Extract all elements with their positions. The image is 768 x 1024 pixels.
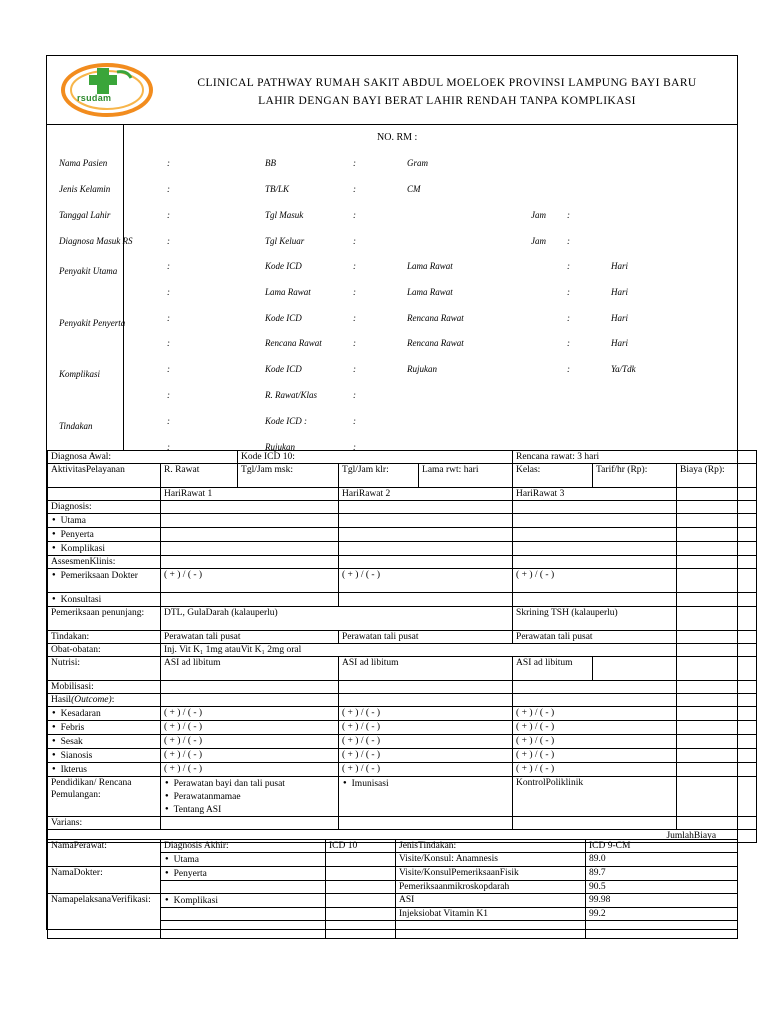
nama-dokter: NamaDokter: (48, 867, 161, 894)
diagnosis-label: Diagnosis: (48, 501, 161, 514)
pendidikan-hari-3: KontrolPoliklinik (513, 777, 677, 817)
field-colon: : (167, 184, 170, 194)
outcome-value: ( + ) / ( - ) (161, 763, 339, 777)
pathway-table (47, 450, 757, 843)
pd-value-3: ( + ) / ( - ) (513, 569, 677, 593)
hasil-outcome: Hasil(Outcome): (48, 694, 161, 707)
field-label: Rujukan (407, 364, 437, 374)
field-label: Kode ICD (265, 364, 302, 374)
icd9-code: 90.5 (586, 881, 738, 894)
icd9-code: 99.2 (586, 908, 738, 921)
field-colon: : (567, 338, 570, 348)
outcome-value: ( + ) / ( - ) (161, 707, 339, 721)
field-colon: : (167, 338, 170, 348)
field-label: Tgl Masuk (265, 210, 304, 220)
tgl-jam-klr: Tgl/Jam klr: (339, 464, 419, 488)
field-label: Gram (407, 158, 429, 168)
jumlah-biaya: JumlahBiaya (593, 830, 757, 843)
nama-perawat: NamaPerawat: (48, 840, 161, 867)
akhir-komplikasi: ● Komplikasi (161, 894, 326, 908)
tindakan-hari-1: Perawatan tali pusat (161, 631, 339, 644)
form-title (177, 74, 717, 110)
divider (123, 124, 124, 451)
field-colon: : (167, 313, 170, 323)
outcome-value: ( + ) / ( - ) (513, 749, 677, 763)
field-label: Jenis Kelamin (59, 184, 111, 194)
field-label: Rencana Rawat (265, 338, 322, 348)
outcome-value: ( + ) / ( - ) (161, 735, 339, 749)
pendidikan-hari-1: ● Perawatan bayi dan tali pusat ● Perawatanmamae ● Tentang ASI (161, 777, 339, 817)
aktivitas-pelayanan: AktivitasPelayanan (48, 464, 161, 488)
hari-rawat-3: HariRawat 3 (513, 488, 677, 501)
field-colon: : (167, 261, 170, 271)
field-colon: : (353, 287, 356, 297)
tindakan-label: Tindakan: (48, 631, 161, 644)
field-colon: : (353, 261, 356, 271)
field-label: R. Rawat/Klas (265, 390, 318, 400)
outcome-value: ( + ) / ( - ) (339, 763, 513, 777)
obat-obatan: Obat-obatan: (48, 644, 161, 657)
pd-value-1: ( + ) / ( - ) (161, 569, 339, 593)
field-label: Jam (531, 236, 546, 246)
field-label: Rujukan (265, 442, 295, 452)
jenis-tindakan-header: JenisTindakan: (396, 840, 586, 853)
r-rawat: R. Rawat (161, 464, 238, 488)
outcome-value: ( + ) / ( - ) (513, 735, 677, 749)
kelas: Kelas: (513, 464, 593, 488)
field-colon: : (567, 313, 570, 323)
icd9-code: 89.7 (586, 867, 738, 881)
outcome-value: ( + ) / ( - ) (339, 721, 513, 735)
field-label: Lama Rawat (407, 287, 453, 297)
tgl-jam-msk: Tgl/Jam msk: (238, 464, 339, 488)
field-colon: : (167, 158, 170, 168)
field-colon: : (353, 364, 356, 374)
field-colon: : (353, 390, 356, 400)
diagnosis-komplikasi: ● Komplikasi (48, 542, 161, 556)
field-colon: : (167, 390, 170, 400)
hari-rawat-1: HariRawat 1 (161, 488, 339, 501)
pemeriksaan-dokter: ● Pemeriksaan Dokter (48, 569, 161, 593)
field-label: Hari (611, 261, 629, 271)
nutrisi-hari-2: ASI ad libitum (339, 657, 513, 681)
biaya: Biaya (Rp): (677, 464, 757, 488)
icd9-code: 99.98 (586, 894, 738, 908)
icd10-header: ICD 10 (326, 840, 396, 853)
tindakan-hari-2: Perawatan tali pusat (339, 631, 513, 644)
field-label: Lama Rawat (265, 287, 311, 297)
clinical-pathway-form (46, 55, 738, 930)
field-label: Hari (611, 287, 629, 297)
field-label: Jam (531, 210, 546, 220)
field-label: Rencana Rawat (407, 313, 464, 323)
field-colon: : (167, 364, 170, 374)
field-label: TB/LK (265, 184, 290, 194)
field-label: Ya/Tdk (611, 364, 636, 374)
outcome-value: ( + ) / ( - ) (339, 707, 513, 721)
field-colon: : (353, 158, 356, 168)
pendidikan-hari-2: ● Imunisasi (339, 777, 513, 817)
field-colon: : (567, 236, 570, 246)
febris: ● Febris (48, 721, 161, 735)
nama-pelaksana-verifikasi: NamapelaksanaVerifikasi: (48, 894, 161, 939)
akhir-utama: ● Utama (161, 853, 326, 867)
outcome-value: ( + ) / ( - ) (161, 721, 339, 735)
patient-identity-section (47, 124, 737, 451)
nutrisi-hari-1: ASI ad libitum (161, 657, 339, 681)
icd9-header: ICD 9-CM (586, 840, 738, 853)
field-label: Kode ICD (265, 313, 302, 323)
diagnosis-penyerta: ● Penyerta (48, 528, 161, 542)
icd9-code: 89.0 (586, 853, 738, 867)
field-label: BB (265, 158, 276, 168)
outcome-value: ( + ) / ( - ) (513, 763, 677, 777)
hospital-logo-icon (59, 62, 155, 118)
field-colon: : (567, 210, 570, 220)
field-colon: : (567, 364, 570, 374)
outcome-value: ( + ) / ( - ) (513, 721, 677, 735)
pendidikan-rencana-pemulangan: Pendidikan/ Rencana Pemulangan: (48, 777, 161, 817)
dtl-guladarah: DTL, GulaDarah (kalauperlu) (161, 607, 513, 631)
diagnosa-awal: Diagnosa Awal: (48, 451, 238, 464)
field-label: Komplikasi (59, 369, 101, 379)
field-label: Tanggal Lahir (59, 210, 111, 220)
tindakan-row: Injeksiobat Vitamin K1 (396, 908, 586, 921)
sesak: ● Sesak (48, 735, 161, 749)
field-colon: : (353, 338, 356, 348)
field-label: Penyakit Utama (59, 266, 118, 276)
form-header (47, 56, 737, 125)
field-colon: : (567, 287, 570, 297)
obat-value: Inj. Vit K₁ 1mg atauVit K₁ 2mg oral (161, 644, 677, 657)
field-label: Tindakan (59, 421, 93, 431)
lama-rwt: Lama rwt: hari (419, 464, 513, 488)
kode-icd10: Kode ICD 10: (238, 451, 513, 464)
logo-text: rsudam (77, 93, 112, 103)
mobilisasi: Mobilisasi: (48, 681, 161, 694)
field-colon: : (167, 442, 170, 452)
outcome-value: ( + ) / ( - ) (339, 735, 513, 749)
field-label: Lama Rawat (407, 261, 453, 271)
field-label: Kode ICD (265, 261, 302, 271)
field-label: Penyakit Penyerta (59, 318, 126, 328)
field-label: Kode ICD : (265, 416, 307, 426)
field-label: Nama Pasien (59, 158, 108, 168)
sianosis: ● Sianosis (48, 749, 161, 763)
asesmen-klinis: AssesmenKlinis: (48, 556, 161, 569)
tindakan-row: Visite/Konsul: Anamnesis (396, 853, 586, 867)
field-label: Rencana Rawat (407, 338, 464, 348)
outcome-value: ( + ) / ( - ) (161, 749, 339, 763)
field-colon: : (353, 236, 356, 246)
field-colon: : (167, 416, 170, 426)
final-summary-table (47, 839, 738, 939)
field-colon: : (567, 261, 570, 271)
field-colon: : (353, 416, 356, 426)
field-colon: : (353, 313, 356, 323)
field-colon: : (353, 442, 356, 452)
field-label: Hari (611, 338, 629, 348)
outcome-value: ( + ) / ( - ) (513, 707, 677, 721)
title-line-2: LAHIR DENGAN BAYI BERAT LAHIR RENDAH TANPA KOMPLIKASI (258, 95, 636, 107)
hari-rawat-2: HariRawat 2 (339, 488, 513, 501)
ikterus: ● Ikterus (48, 763, 161, 777)
no-rm-label: NO. RM : (377, 132, 418, 143)
pemeriksaan-penunjang: Pemeriksaan penunjang: (48, 607, 161, 631)
varians: Varians: (48, 817, 161, 830)
tindakan-row: Pemeriksaanmikroskopdarah (396, 881, 586, 894)
field-colon: : (167, 287, 170, 297)
pd-value-2: ( + ) / ( - ) (339, 569, 513, 593)
outcome-value: ( + ) / ( - ) (339, 749, 513, 763)
field-label: CM (407, 184, 421, 194)
field-label: Tgl Keluar (265, 236, 305, 246)
tindakan-row: ASI (396, 894, 586, 908)
field-colon: : (353, 210, 356, 220)
title-line-1: CLINICAL PATHWAY RUMAH SAKIT ABDUL MOELOEK PROVINSI LAMPUNG BAYI BARU (197, 77, 697, 89)
diagnosis-utama: ● Utama (48, 514, 161, 528)
tindakan-row: Visite/KonsulPemeriksaanFisik (396, 867, 586, 881)
field-colon: : (167, 236, 170, 246)
akhir-penyerta: ● Penyerta (161, 867, 326, 881)
field-label: Hari (611, 313, 629, 323)
tarif: Tarif/hr (Rp): (593, 464, 677, 488)
nutrisi-hari-3: ASI ad libitum (513, 657, 593, 681)
tindakan-hari-3: Perawatan tali pusat (513, 631, 677, 644)
konsultasi: ● Konsultasi (48, 593, 161, 607)
nutrisi: Nutrisi: (48, 657, 161, 681)
diagnosis-akhir: Diagnosis Akhir: (161, 840, 326, 853)
skrining-tsh: Skrining TSH (kalauperlu) (513, 607, 677, 631)
field-colon: : (353, 184, 356, 194)
field-colon: : (167, 210, 170, 220)
rencana-rawat: Rencana rawat: 3 hari (513, 451, 757, 464)
kesadaran: ● Kesadaran (48, 707, 161, 721)
field-label: Diagnosa Masuk RS (59, 236, 133, 246)
